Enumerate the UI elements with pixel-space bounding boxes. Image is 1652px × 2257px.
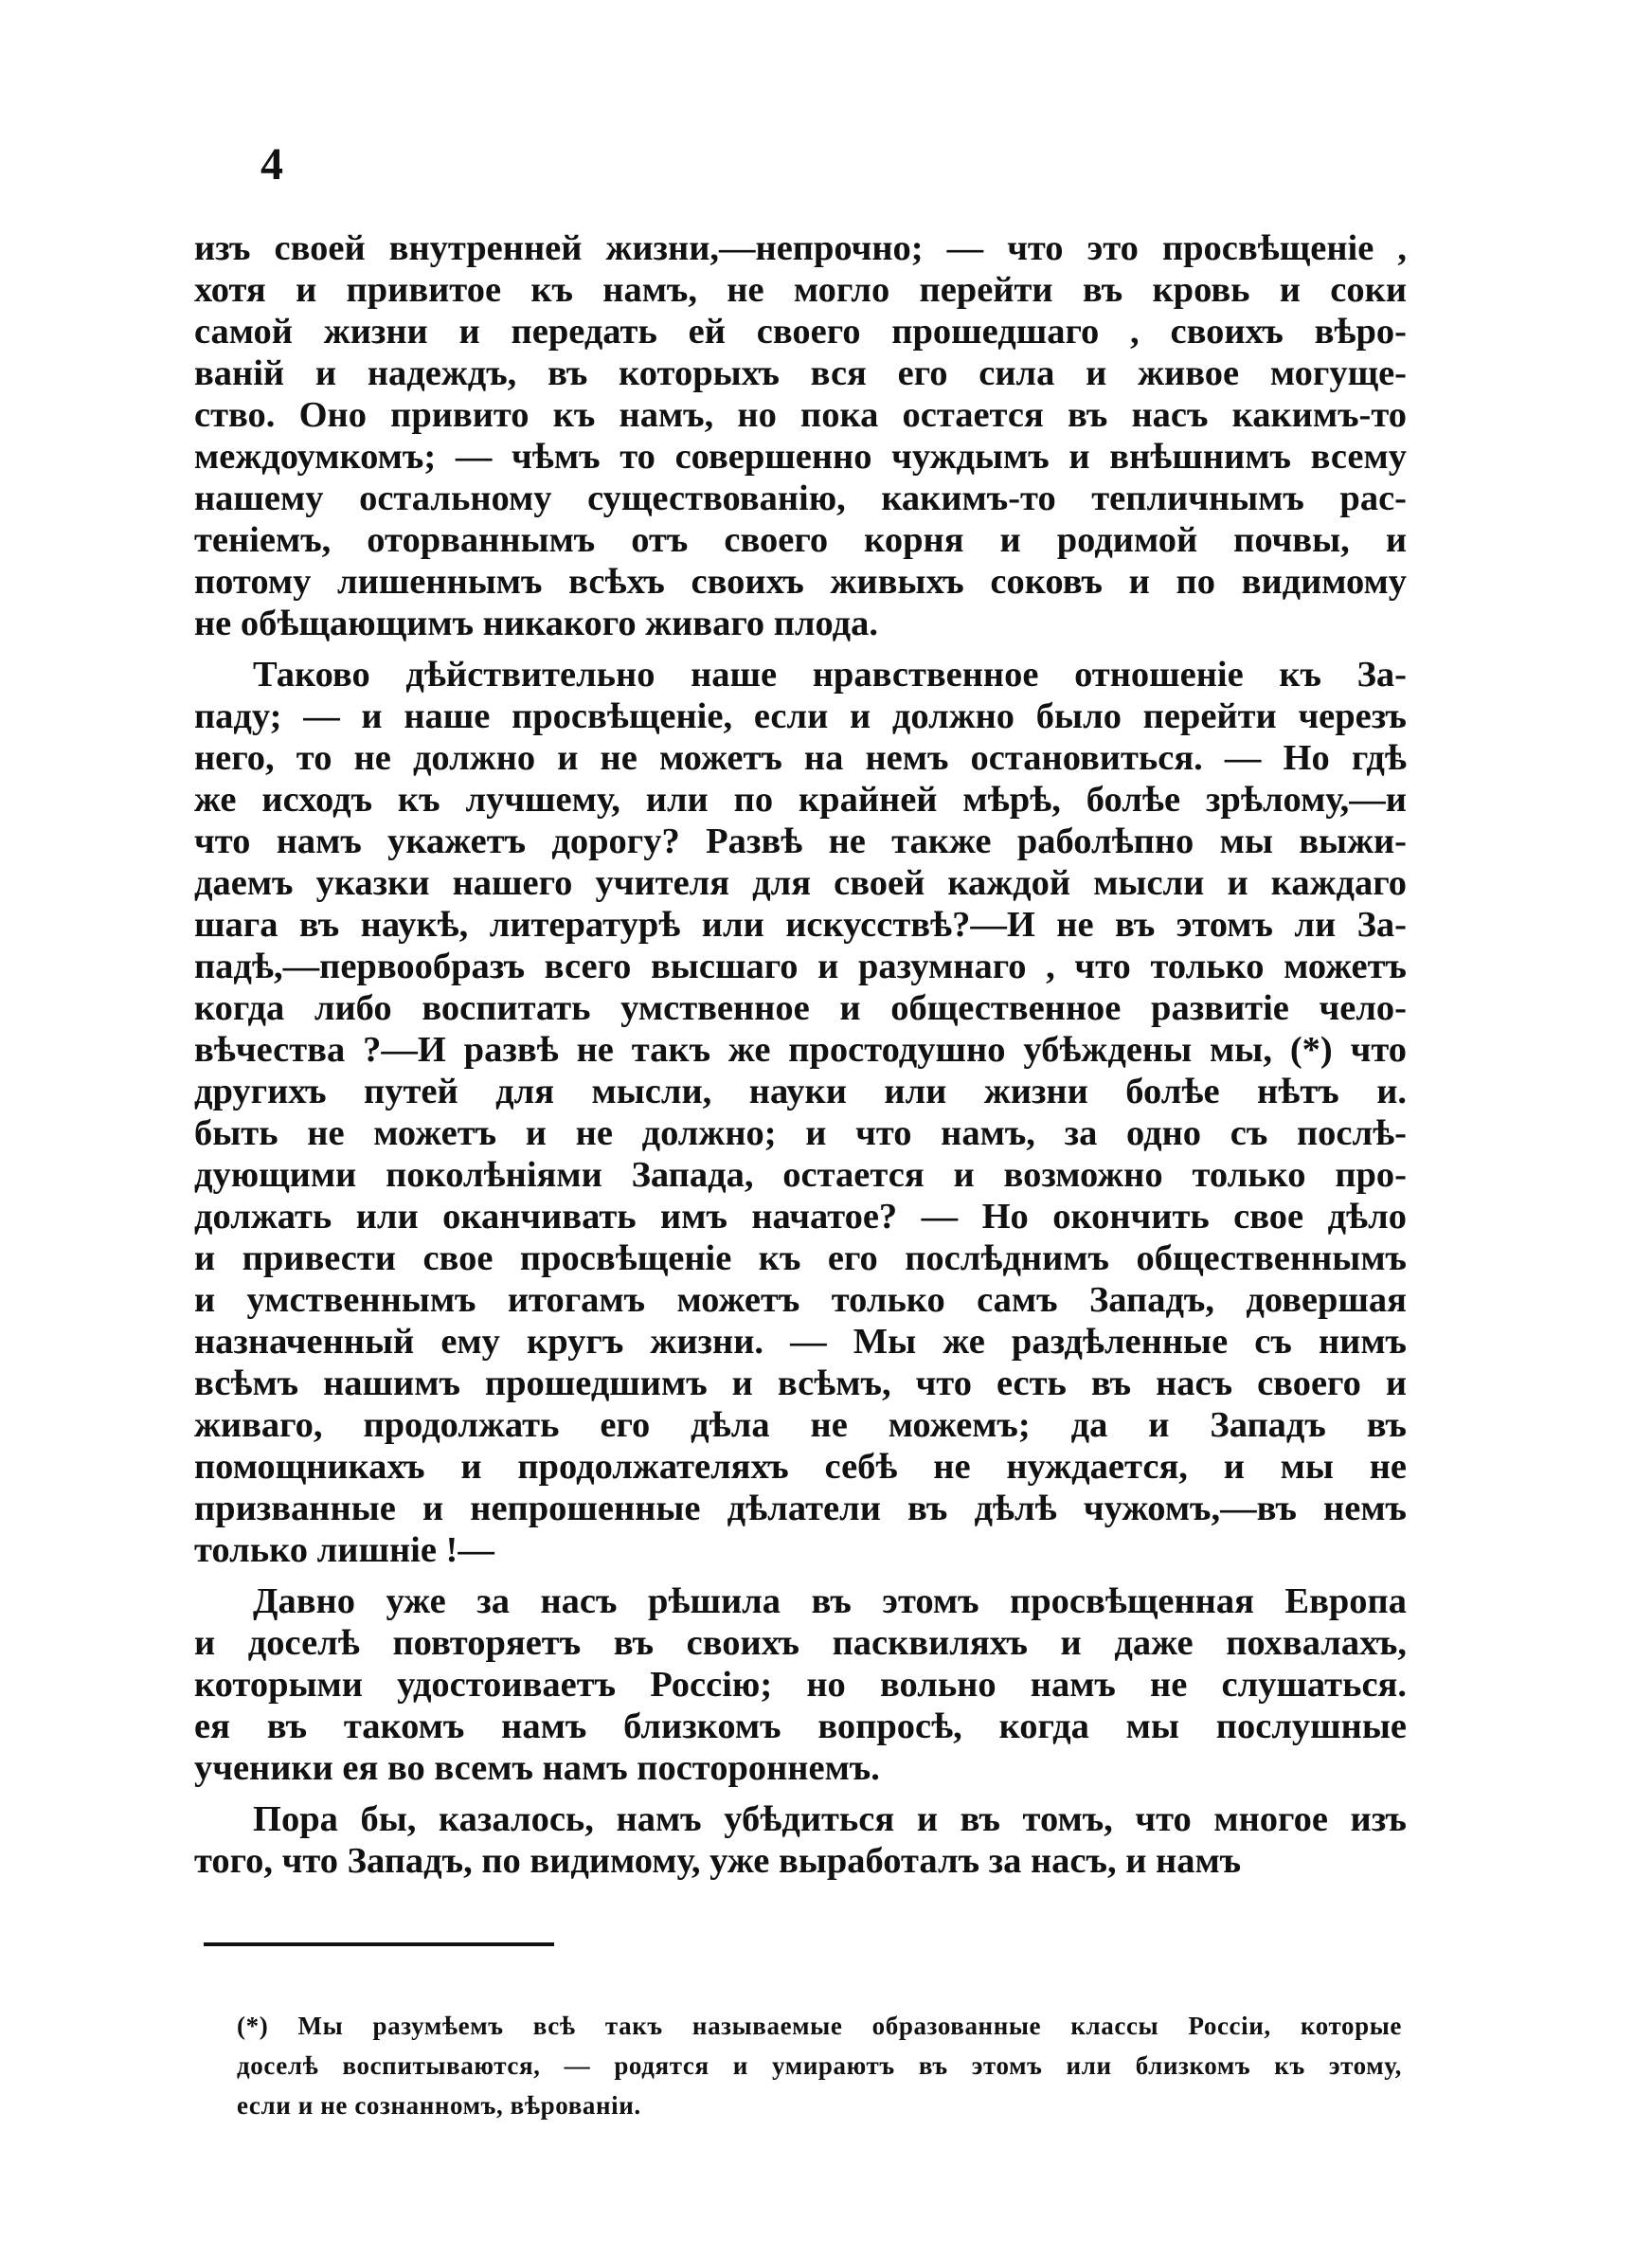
footnote-line: доселѣ воспитываются, — родятся и умираютъ въ этомъ или близкомъ къ этому,: [237, 2051, 1402, 2080]
text-line: междоумкомъ; — чѣмъ то совершенно чуждымъ и внѣшнимъ всему: [194, 437, 1407, 477]
text-line: потому лишеннымъ всѣхъ своихъ живыхъ соковъ и по видимому: [194, 562, 1407, 602]
text-line: назначенный ему кругъ жизни. — Мы же раздѣленные съ нимъ: [194, 1322, 1407, 1362]
text-line: теніемъ, оторваннымъ отъ своего корня и родимой почвы, и: [194, 520, 1407, 560]
main-text: [194, 227, 1407, 1891]
text-line: Таково дѣйствительно наше нравственное отношеніе къ За-: [253, 655, 1407, 695]
text-line: дующими поколѣніями Запада, остается и возможно только про-: [194, 1155, 1407, 1195]
footnote: [237, 2006, 1402, 2125]
text-line: вѣчества ?—И развѣ не такъ же простодушно убѣждены мы, (*) что: [194, 1030, 1407, 1070]
text-line: помощникахъ и продолжателяхъ себѣ не нуждается, и мы не: [194, 1447, 1407, 1487]
paragraph: [194, 1798, 1407, 1882]
text-line: изъ своей внутренней жизни,—непрочно; — что это просвѣщеніе ,: [194, 228, 1407, 268]
text-line: ея въ такомъ намъ близкомъ вопросѣ, когда мы послушные: [194, 1706, 1407, 1746]
text-line: хотя и привитое къ намъ, не могло перейти въ кровь и соки: [194, 270, 1407, 310]
text-line: которыми удостоиваетъ Россію; но вольно намъ не слушаться.: [194, 1665, 1407, 1705]
paragraph: [194, 1580, 1407, 1789]
text-line: когда либо воспитать умственное и общественное развитіе чело-: [194, 988, 1407, 1028]
text-line: Пора бы, казалось, намъ убѣдиться и въ томъ, что многое изъ: [253, 1799, 1407, 1839]
text-line: только лишніе !—: [194, 1530, 494, 1570]
text-line: нашему остальному существованію, какимъ-то тепличнымъ рас-: [194, 478, 1407, 518]
text-line: падѣ,—первообразъ всего высшаго и разумнаго , что только можетъ: [194, 947, 1407, 986]
footnote-line: (*) Мы разумѣемъ всѣ такъ называемые образованные классы Россіи, которые: [237, 2012, 1402, 2040]
text-line: ство. Оно привито къ намъ, но пока остается въ насъ какимъ-то: [194, 395, 1407, 435]
page-number: 4: [260, 139, 283, 190]
text-line: всѣмъ нашимъ прошедшимъ и всѣмъ, что есть въ насъ своего и: [194, 1363, 1407, 1403]
text-line: живаго, продолжать его дѣла не можемъ; да и Западъ въ: [194, 1405, 1407, 1445]
text-line: быть не можетъ и не должно; и что намъ, за одно съ послѣ-: [194, 1113, 1407, 1153]
text-line: другихъ путей для мысли, науки или жизни болѣе нѣтъ и.: [194, 1072, 1407, 1111]
paragraph: [194, 227, 1407, 644]
text-line: и привести свое просвѣщеніе къ его послѣднимъ общественнымъ: [194, 1238, 1407, 1278]
text-line: Давно уже за насъ рѣшила въ этомъ просвѣщенная Европа: [253, 1581, 1407, 1621]
text-line: паду; — и наше просвѣщеніе, если и должно было перейти черезъ: [194, 696, 1407, 736]
text-line: и доселѣ повторяетъ въ своихъ пасквиляхъ и даже похвалахъ,: [194, 1623, 1407, 1663]
text-line: не обѣщающимъ никакого живаго плода.: [194, 604, 879, 643]
text-line: шага въ наукѣ, литературѣ или искусствѣ?—И не въ этомъ ли За-: [194, 905, 1407, 945]
text-line: самой жизни и передать ей своего прошедшаго , своихъ вѣро-: [194, 312, 1407, 352]
text-line: даемъ указки нашего учителя для своей каждой мысли и каждаго: [194, 863, 1407, 903]
text-line: же исходъ къ лучшему, или по крайней мѣрѣ, болѣе зрѣлому,—и: [194, 780, 1407, 820]
paragraph: [194, 654, 1407, 1571]
footnote-divider: [204, 1942, 554, 1946]
text-line: ваній и надеждъ, въ которыхъ вся его сила и живое могуще-: [194, 353, 1407, 393]
text-line: призванные и непрошенные дѣлатели въ дѣлѣ чужомъ,—въ немъ: [194, 1489, 1407, 1528]
text-line: должать или оканчивать имъ начатое? — Но окончить свое дѣло: [194, 1197, 1407, 1237]
text-line: что намъ укажетъ дорогу? Развѣ не также раболѣпно мы выжи-: [194, 822, 1407, 861]
text-line: ученики ея во всемъ намъ постороннемъ.: [194, 1748, 880, 1788]
text-line: него, то не должно и не можетъ на немъ остановиться. — Но гдѣ: [194, 738, 1407, 778]
text-line: того, что Западъ, по видимому, уже выработалъ за насъ, и намъ: [194, 1841, 1242, 1881]
text-line: и умственнымъ итогамъ можетъ только самъ Западъ, довершая: [194, 1280, 1407, 1320]
footnote-line: если и не сознанномъ, вѣрованіи.: [237, 2091, 641, 2120]
